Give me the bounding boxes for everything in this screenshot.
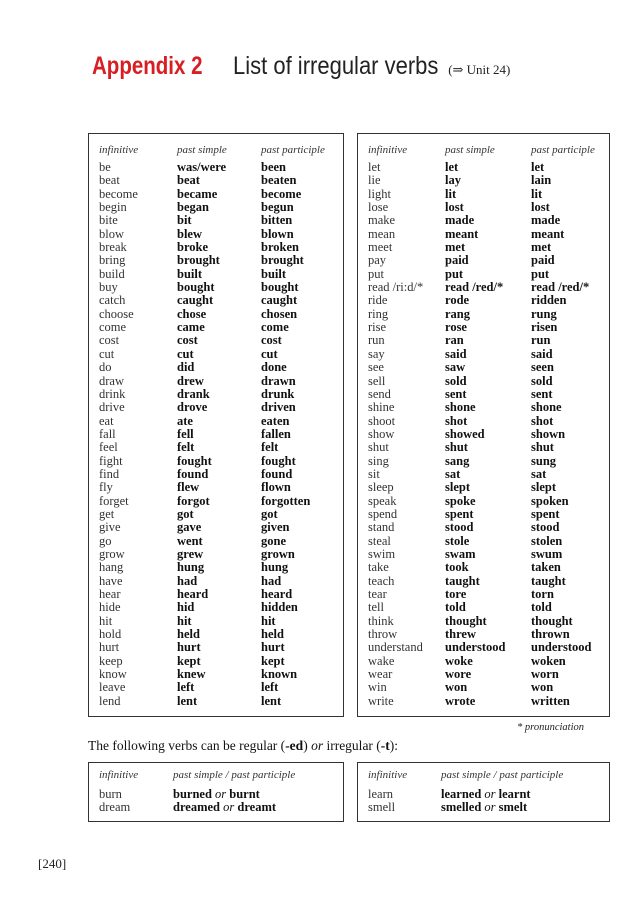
or-text: or — [215, 787, 227, 801]
verb-cell: known — [261, 667, 298, 682]
verb-cell: drove — [177, 400, 208, 415]
verb-cell: fall — [99, 426, 116, 441]
regular-form: burned — [173, 787, 212, 801]
verb-cell: torn — [531, 587, 554, 601]
verb-cell: leave — [99, 680, 126, 695]
verb-cell: had — [177, 573, 198, 588]
verb-cell: find — [99, 466, 120, 481]
verb-cell: sell — [368, 373, 386, 388]
page-number: [240] — [38, 856, 67, 871]
verb-cell: buy — [99, 280, 118, 295]
verb-cell: slept — [531, 480, 556, 495]
verb-cell: fought — [177, 453, 212, 468]
verb-cell: got — [261, 506, 278, 521]
or-text: or — [484, 800, 496, 814]
verb-cell: bought — [177, 280, 215, 295]
verb-cell: cut — [99, 346, 115, 361]
verb-cell: send — [368, 386, 391, 401]
verb-cell: spent — [445, 506, 474, 521]
verb-cell: hang — [99, 560, 124, 575]
verb-cell: cost — [177, 333, 198, 348]
verb-cell: sent — [531, 386, 553, 401]
verb-cell: tear — [368, 587, 387, 601]
verb-cell: met — [445, 240, 466, 255]
irregular-form: learnt — [498, 787, 531, 801]
verb-cell: see — [368, 360, 384, 375]
verb-cell: read /ri:d/* — [368, 280, 424, 295]
verb-cell: told — [445, 600, 466, 615]
verb-infinitive: burn — [99, 787, 122, 801]
verb-cell: teach — [368, 573, 395, 588]
verb-cell: understand — [368, 640, 423, 655]
verb-cell: ran — [445, 333, 464, 348]
verb-cell: kept — [177, 653, 201, 668]
verb-cell: bite — [99, 213, 118, 228]
verb-cell: forgotten — [261, 493, 311, 508]
verb-cell: lent — [261, 693, 282, 708]
header-past-simple: past simple — [445, 144, 495, 156]
verb-cell: fight — [99, 453, 123, 468]
verb-cell: risen — [531, 320, 558, 335]
verb-cell: flew — [177, 480, 200, 495]
verb-cell: shoot — [368, 413, 396, 428]
verb-cell: begin — [99, 200, 127, 215]
verb-cell: forget — [99, 493, 129, 508]
verb-cell: choose — [99, 306, 134, 321]
verb-cell: threw — [445, 627, 477, 642]
verb-cell: felt — [177, 440, 195, 455]
intro-text: irregular ( — [323, 738, 381, 753]
verb-cell: thrown — [531, 627, 570, 642]
verb-cell: shut — [531, 440, 554, 455]
header-past-participle: past participle — [261, 144, 325, 156]
verb-cell: spoken — [531, 493, 569, 508]
verb-cell: pay — [368, 253, 387, 268]
verb-table-left — [88, 133, 344, 717]
verb-cell: won — [445, 680, 468, 695]
verb-cell: found — [261, 466, 293, 481]
verb-cell: light — [368, 186, 391, 201]
verb-cell: know — [99, 667, 127, 682]
verb-cell: saw — [445, 360, 466, 375]
verb-cell: come — [99, 320, 127, 335]
verb-cell: hit — [99, 613, 113, 628]
verb-cell: sit — [368, 466, 380, 481]
verb-cell: built — [261, 266, 287, 281]
verb-cell: began — [177, 200, 209, 215]
verb-cell: met — [531, 240, 552, 255]
verb-cell: won — [531, 680, 554, 695]
verb-cell: say — [368, 346, 385, 361]
verb-cell: spent — [531, 506, 560, 521]
verb-cell: think — [368, 613, 394, 628]
verb-cell: held — [261, 627, 284, 642]
verb-cell: cost — [261, 333, 282, 348]
verb-cell: been — [261, 160, 286, 174]
verb-cell: beat — [177, 173, 200, 188]
verb-cell: begun — [261, 200, 294, 215]
verb-cell: took — [445, 560, 469, 575]
verb-cell: stand — [368, 520, 395, 535]
verb-cell: taught — [531, 573, 566, 588]
verb-cell: stood — [445, 520, 474, 535]
verb-cell: had — [261, 573, 282, 588]
verb-cell: shown — [531, 426, 566, 441]
verb-cell: eaten — [261, 413, 290, 428]
verb-cell: break — [99, 240, 127, 255]
verb-cell: lie — [368, 173, 381, 188]
verb-cell: came — [177, 320, 205, 335]
verb-cell: hung — [261, 560, 289, 575]
verb-cell: hide — [99, 600, 121, 615]
verb-cell: gone — [261, 533, 286, 548]
verb-cell: wake — [368, 653, 395, 668]
verb-cell: mean — [368, 226, 396, 241]
verb-cell: built — [177, 266, 203, 281]
column-past-participle — [531, 161, 591, 708]
verb-cell: blown — [261, 226, 294, 241]
verb-cell: paid — [445, 253, 469, 268]
verb-cell: bring — [99, 253, 126, 268]
verb-cell: seen — [531, 360, 554, 375]
verb-cell: lit — [531, 186, 543, 201]
verb-cell: fallen — [261, 426, 291, 441]
verb-cell: throw — [368, 627, 398, 642]
verb-infinitive: smell — [368, 800, 396, 814]
verb-cell: put — [531, 266, 550, 281]
verb-cell: do — [99, 360, 112, 375]
column-past-simple — [177, 161, 226, 708]
verb-cell: shine — [368, 400, 395, 415]
verb-cell: draw — [99, 373, 124, 388]
verb-cell: flown — [261, 480, 291, 495]
verb-cell: swam — [445, 546, 476, 561]
verb-cell: stole — [445, 533, 470, 548]
verb-cell: lost — [445, 200, 464, 215]
verb-cell: said — [445, 346, 467, 361]
verb-cell: lit — [445, 186, 457, 201]
verb-cell: lay — [445, 173, 461, 188]
verb-cell: win — [368, 680, 387, 695]
verb-cell: understood — [531, 640, 592, 655]
verb-cell: thought — [531, 613, 573, 628]
verb-cell: chose — [177, 306, 207, 321]
verb-cell: lost — [531, 200, 550, 215]
verb-cell: sent — [445, 386, 467, 401]
verb-cell: ridden — [531, 293, 567, 308]
verb-cell: put — [445, 266, 464, 281]
verb-cell: caught — [261, 293, 298, 308]
verb-cell: drink — [99, 386, 126, 401]
verb-cell: made — [531, 213, 561, 228]
verb-cell: cost — [99, 333, 120, 348]
verb-cell: drive — [99, 400, 125, 415]
verb-cell: sang — [445, 453, 470, 468]
header-past-participle: past participle — [531, 144, 595, 156]
verb-cell: hung — [177, 560, 205, 575]
verb-cell: shot — [531, 413, 554, 428]
header-infinitive: infinitive — [368, 769, 408, 781]
verb-cell: shut — [368, 440, 389, 455]
verb-cell: steal — [368, 533, 391, 548]
verb-cell: spoke — [445, 493, 476, 508]
verb-cell: sat — [445, 466, 461, 481]
verb-cell: given — [261, 520, 290, 535]
verb-cell: become — [99, 186, 138, 201]
verb-cell: bought — [261, 280, 299, 295]
verb-cell: become — [261, 186, 302, 201]
or-text: or — [484, 787, 496, 801]
verb-cell: sold — [445, 373, 467, 388]
verb-cell: spend — [368, 506, 398, 521]
verb-cell: feel — [99, 440, 118, 455]
intro-regular-suffix: -ed — [285, 738, 304, 753]
regular-form: learned — [441, 787, 482, 801]
verb-cell: fell — [177, 426, 194, 441]
verb-cell: found — [177, 466, 209, 481]
verb-cell: sat — [531, 466, 547, 481]
intro-irregular-suffix: -t — [380, 738, 390, 753]
verb-cell: kept — [261, 653, 285, 668]
regular-form: dreamed — [173, 800, 220, 814]
verb-cell: left — [261, 680, 279, 695]
mixed-verbs-table-left — [88, 762, 344, 822]
verb-cell: sing — [368, 453, 389, 468]
verb-cell: lain — [531, 173, 552, 188]
page-title — [92, 52, 510, 81]
verb-cell: taken — [531, 560, 561, 575]
verb-cell: sleep — [368, 480, 394, 495]
verb-cell: drank — [177, 386, 210, 401]
verb-cell: brought — [177, 253, 220, 268]
verb-cell: sold — [531, 373, 553, 388]
verb-cell: shot — [445, 413, 468, 428]
verb-cell: hit — [177, 613, 192, 628]
verb-cell: gave — [177, 520, 202, 535]
verb-cell: rose — [445, 320, 467, 335]
verb-cell: held — [177, 627, 200, 642]
verb-cell: shut — [445, 440, 468, 455]
irregular-form: smelt — [498, 800, 528, 814]
verb-cell: meant — [531, 226, 565, 241]
verb-cell: shone — [445, 400, 476, 415]
verb-cell: wear — [368, 667, 393, 682]
verb-cell: sung — [531, 453, 557, 468]
verb-cell: put — [368, 266, 384, 281]
verb-cell: left — [177, 680, 195, 695]
verb-cell: swum — [531, 546, 563, 561]
verb-cell: write — [368, 693, 394, 708]
verb-cell: hurt — [99, 640, 120, 655]
irregular-form: dreamt — [237, 800, 277, 814]
verb-cell: beaten — [261, 173, 297, 188]
verb-cell: rang — [445, 306, 470, 321]
header-infinitive: infinitive — [99, 144, 139, 156]
header-past-simple: past simple — [177, 144, 227, 156]
verb-cell: build — [99, 266, 125, 281]
verb-cell: meant — [445, 226, 479, 241]
verb-cell: heard — [261, 587, 293, 601]
verb-cell: tell — [368, 600, 384, 615]
verb-cell: ring — [368, 306, 389, 321]
mixed-verbs-table-right — [357, 762, 610, 822]
verb-cell: drunk — [261, 386, 295, 401]
verb-forms — [173, 800, 276, 815]
verb-cell: come — [261, 320, 289, 335]
verb-cell: let — [445, 160, 459, 174]
verb-cell: stood — [531, 520, 560, 535]
verb-cell: have — [99, 573, 123, 588]
verb-cell: swim — [368, 546, 396, 561]
verb-cell: cut — [261, 346, 278, 361]
verb-cell: wrote — [445, 693, 476, 708]
column-infinitive — [99, 161, 138, 708]
verb-infinitive: dream — [99, 800, 131, 814]
verb-cell: done — [261, 360, 287, 375]
verb-cell: catch — [99, 293, 126, 308]
intro-text: ) — [303, 738, 312, 753]
verb-cell: thought — [445, 613, 487, 628]
verb-cell: blew — [177, 226, 202, 241]
appendix-heading: List of irregular verbs — [232, 52, 439, 80]
verb-cell: run — [368, 333, 385, 348]
column-past-participle — [261, 161, 310, 708]
verb-cell: worn — [531, 667, 559, 682]
verb-cell: woke — [445, 653, 473, 668]
verb-cell: lent — [177, 693, 198, 708]
verb-cell: forgot — [177, 493, 210, 508]
verb-cell: caught — [177, 293, 214, 308]
verb-cell: rode — [445, 293, 470, 308]
appendix-number: Appendix 2 — [92, 52, 203, 80]
verb-cell: brought — [261, 253, 304, 268]
intro-text: The following verbs can be regular ( — [88, 738, 286, 753]
verb-cell: read /red/* — [531, 280, 590, 295]
verb-cell: go — [99, 533, 112, 548]
verb-cell: fly — [99, 480, 113, 495]
verb-cell: grew — [177, 546, 204, 561]
verb-cell: hold — [99, 627, 122, 642]
verb-cell: hear — [99, 587, 121, 601]
verb-cell: let — [531, 160, 545, 174]
verb-cell: hit — [261, 613, 276, 628]
intro-or: or — [311, 738, 324, 753]
column-past-simple — [445, 161, 505, 708]
verb-cell: be — [99, 160, 111, 174]
unit-reference: (⇒ Unit 24) — [448, 62, 511, 77]
verb-cell: got — [177, 506, 194, 521]
verb-cell: drew — [177, 373, 204, 388]
verb-cell: became — [177, 186, 218, 201]
verb-cell: shone — [531, 400, 562, 415]
verb-cell: understood — [445, 640, 506, 655]
verb-cell: knew — [177, 667, 206, 682]
verb-cell: stolen — [531, 533, 563, 548]
regular-irregular-intro — [88, 738, 398, 754]
verb-cell: showed — [445, 426, 485, 441]
verb-cell: did — [177, 360, 195, 375]
header-infinitive: infinitive — [99, 769, 139, 781]
verb-cell: eat — [99, 413, 114, 428]
verb-cell: made — [445, 213, 475, 228]
verb-cell: read /red/* — [445, 280, 504, 295]
verb-cell: grown — [261, 546, 295, 561]
regular-form: smelled — [441, 800, 482, 814]
header-past-forms: past simple / past participle — [173, 769, 296, 781]
verb-cell: let — [368, 160, 381, 174]
verb-cell: written — [531, 693, 570, 708]
verb-cell: rung — [531, 306, 557, 321]
verb-cell: bit — [177, 213, 192, 228]
header-past-forms: past simple / past participle — [441, 769, 564, 781]
verb-cell: taught — [445, 573, 480, 588]
verb-cell: chosen — [261, 306, 298, 321]
verb-cell: meet — [368, 240, 393, 255]
verb-cell: ride — [368, 293, 388, 308]
verb-cell: broken — [261, 240, 299, 255]
header-infinitive: infinitive — [368, 144, 408, 156]
verb-cell: hid — [177, 600, 195, 615]
verb-cell: went — [177, 533, 203, 548]
intro-text: ): — [389, 738, 399, 753]
verb-cell: hurt — [177, 640, 201, 655]
verb-cell: cut — [177, 346, 194, 361]
verb-cell: speak — [368, 493, 397, 508]
verb-cell: make — [368, 213, 396, 228]
verb-cell: keep — [99, 653, 123, 668]
verb-cell: give — [99, 520, 121, 535]
verb-forms — [441, 800, 527, 815]
verb-cell: grow — [99, 546, 125, 561]
verb-cell: tore — [445, 587, 467, 601]
verb-cell: said — [531, 346, 553, 361]
verb-cell: get — [99, 506, 115, 521]
verb-cell: show — [368, 426, 395, 441]
verb-cell: was/were — [177, 160, 227, 174]
verb-cell: rise — [368, 320, 387, 335]
verb-cell: heard — [177, 587, 209, 601]
verb-cell: ate — [177, 413, 193, 428]
verb-table-right — [357, 133, 610, 717]
verb-cell: wore — [445, 667, 472, 682]
verb-cell: hidden — [261, 600, 298, 615]
verb-cell: paid — [531, 253, 555, 268]
verb-cell: lose — [368, 200, 389, 215]
verb-cell: run — [531, 333, 551, 348]
verb-infinitive: learn — [368, 787, 393, 801]
verb-cell: bitten — [261, 213, 293, 228]
verb-cell: told — [531, 600, 552, 615]
pronunciation-note: * pronunciation — [517, 722, 584, 733]
verb-cell: felt — [261, 440, 279, 455]
verb-cell: blow — [99, 226, 124, 241]
column-infinitive — [368, 161, 423, 708]
verb-cell: hurt — [261, 640, 285, 655]
verb-cell: slept — [445, 480, 470, 495]
verb-cell: beat — [99, 173, 120, 188]
verb-cell: drawn — [261, 373, 296, 388]
irregular-form: burnt — [229, 787, 260, 801]
verb-cell: woken — [531, 653, 566, 668]
verb-cell: broke — [177, 240, 209, 255]
verb-cell: driven — [261, 400, 296, 415]
or-text: or — [223, 800, 235, 814]
verb-cell: lend — [99, 693, 121, 708]
verb-cell: fought — [261, 453, 296, 468]
verb-cell: take — [368, 560, 389, 575]
